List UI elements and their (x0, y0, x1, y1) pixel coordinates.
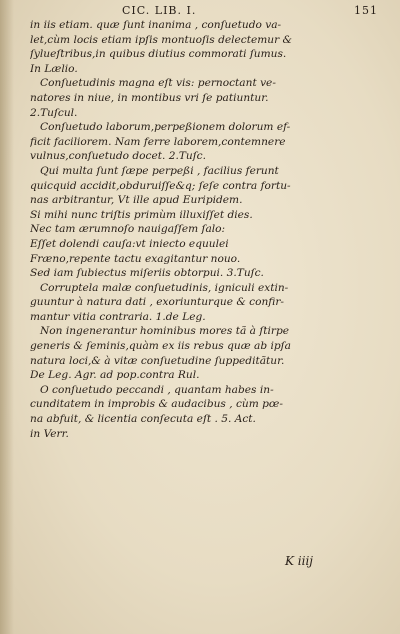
text-line: guuntur à natura dati , exoriunturque & confir- (30, 296, 285, 309)
text-line: mantur vitia contraria. 1.de Leg. (30, 310, 206, 323)
citation-line: De Leg. Agr. ad pop.contra Rul. (30, 369, 200, 382)
text-line: ſylueſtribus,in quibus diutius commorati ſumus. (30, 48, 287, 61)
text-line: natores in niue, in montibus vri ſe patiuntur. (30, 91, 269, 104)
text-line: Corruptela malæ conſuetudinis, igniculi extin- (40, 281, 289, 294)
page-spine-shadow (0, 0, 14, 634)
citation-line: in Verr. (30, 427, 69, 440)
text-line: vulnus,conſuetudo docet. 2.Tuſc. (30, 150, 206, 163)
text-line: ficit faciliorem. Nam ferre laborem,contemnere (30, 135, 286, 148)
running-head: CIC. LIB. I. (122, 4, 197, 17)
verse-line: Sed iam ſubiectus miſeriis obtorpui. 3.Tuſc. (30, 267, 264, 280)
verse-line: Nec tam ærumnoſo nauigaſſem ſalo: (30, 223, 226, 236)
verse-line: Si mihi nunc triſtis primùm illuxiſſet dies. (30, 208, 253, 221)
text-line: cunditatem in improbis & audacibus , cùm pœ- (30, 398, 283, 411)
text-line: nas arbitrantur, Vt ille apud Euripidem. (30, 194, 243, 207)
verse-line: Eſſet dolendi cauſa:vt iniecto equulei (30, 237, 229, 250)
text-line: in iis etiam. quæ ſunt inanima , conſuetudo va- (30, 19, 282, 31)
citation-line: 2.Tuſcul. (30, 106, 78, 119)
text-line: Conſuetudinis magna eſt vis: pernoctant ve- (40, 77, 276, 90)
page-number: 151 (354, 4, 378, 17)
text-line: natura loci,& à vitæ conſuetudine ſuppeditãtur. (30, 354, 285, 367)
verse-line: Fræno,repente tactu exagitantur nouo. (30, 252, 241, 265)
signature-mark: K iiij (285, 554, 314, 568)
body-text (30, 18, 390, 441)
citation-line: In Lælio. (30, 62, 78, 75)
text-line: let,cùm locis etiam ipſis montuoſis delectemur & (30, 33, 292, 46)
text-line: Conſuetudo laborum,perpeßionem dolorum ef- (40, 121, 291, 134)
text-line: na abfuit, & licentia conſecuta eſt . 5. Act. (30, 413, 256, 426)
text-line: generis & ſeminis,quàm ex iis rebus quæ ab ipſa (30, 340, 291, 353)
text-line: Qui multa ſunt ſæpe perpeßi , facilius ferunt (40, 164, 279, 177)
text-line: Non ingenerantur hominibus mores tã à ſtirpe (40, 325, 290, 338)
text-line: O conſuetudo peccandi , quantam habes in- (40, 383, 274, 396)
text-line: quicquid accidit,obduruiſſe&q; ſeſe contra fortu- (30, 179, 291, 192)
